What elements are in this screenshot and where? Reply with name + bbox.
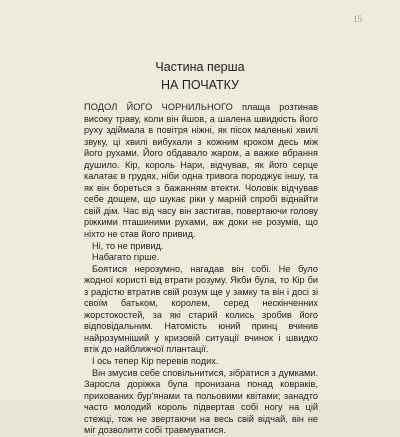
paragraph-lead: ПОДОЛ ЙОГО ЧОРНИЛЬНОГО [84,102,233,112]
paragraph: Набагато гірше. [92,252,160,263]
chapter-title: НА ПОЧАТКУ [161,78,239,92]
paragraph: Ні, то не привид. [92,240,164,251]
part-title: Частина перша [155,60,245,74]
page-number: 15 [353,14,362,24]
paragraph: Він змусив себе сповільнитися, зібратися з думками. Заросла доріжка була пронизана понад ковраків, прихованих бур'янами та польовими квітами; занадто часто молодий король підвертав собі ногу на цій стежці, тож не звертаючи на весь свій відчай, він не міг дозволити собі травмуватися. [84,367,318,436]
paragraph: І ось тепер Кір перевів подих. [92,356,219,367]
paragraph [84,102,318,241]
body-text [84,102,318,437]
paragraph-text: плаща розтинав високу траву, коли він йшов, а шалена швидкість його руху здіймала в повітря ніжні, як пісок маленькі хвилі звуку, ці хвилі вибухали з кожним кроком десь між його рухами. Його обдавало жаром, а важке вбрання душило. Кір, король Нари, відчував, як його серце калатає в грудях, ніби одна тривога породжує іншу, та як він бореться з бажанням втекти. Чоловік відчував себе дощем, що шукає ріки у марній спробі віднайти свій дім. Час від часу він застигав, повертаючи голову ріжкими пташиними рухами, аж доки не розумів, що ніхто не став його привид. [84,102,318,240]
paragraph: Боятися нерозумно, нагадав він собі. Не було жодної користі від втрати розуму. Якби була, то Кір би з радістю втратив свій розум ще у замку та він і досі зі своїм батьком, королем, серед нескінченних жорстокостей, за які старий колись зробив його відповідальним. Натомість юний принц вчинив найрозумніший у кризовій ситуації вчинок і швидко втік до найближчої плантації. [84,263,318,355]
